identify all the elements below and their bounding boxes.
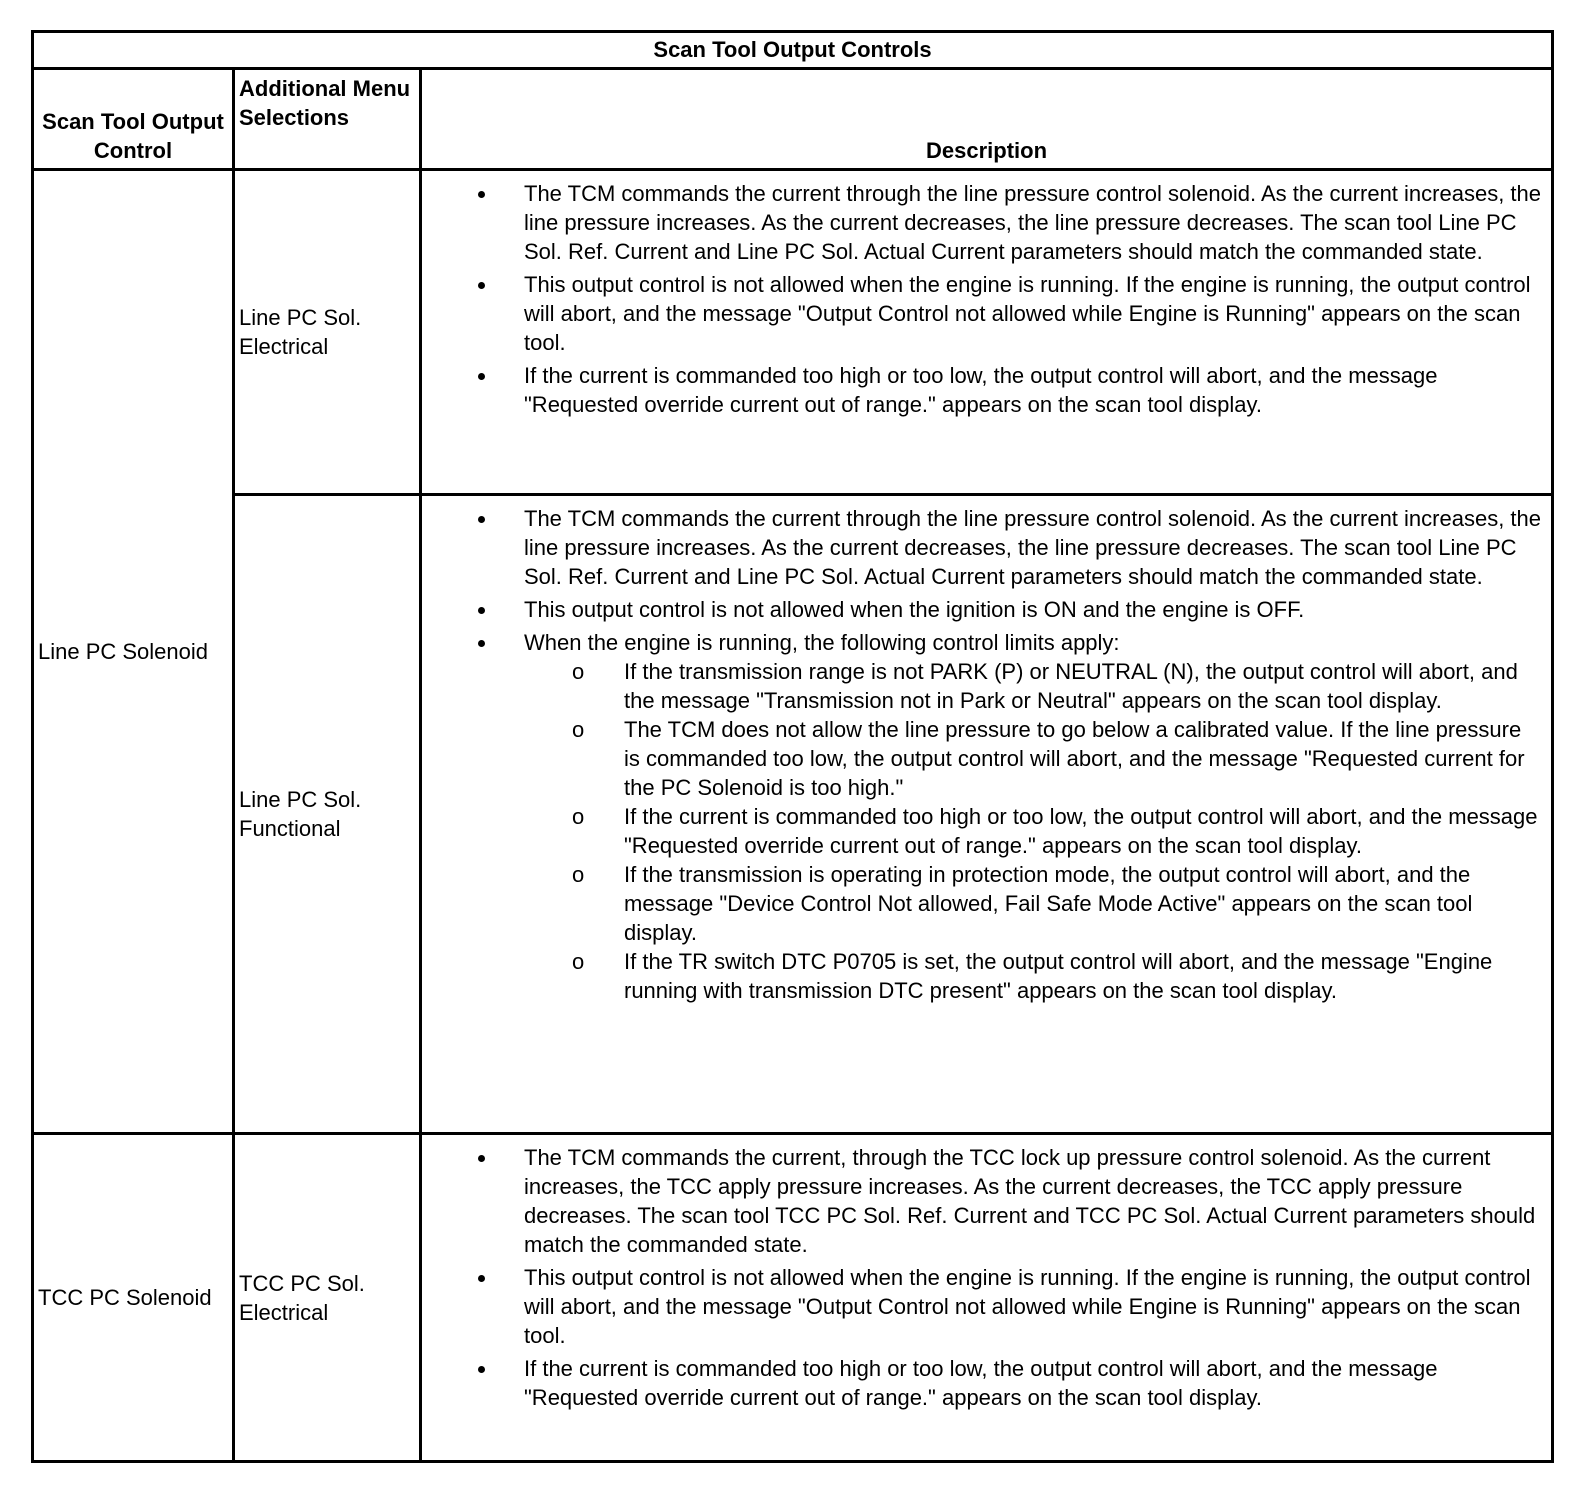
bullet-dot-icon (478, 1366, 485, 1373)
header-description: Description (421, 69, 1553, 170)
bullet-dot-icon (478, 1155, 485, 1162)
description-list (422, 504, 1543, 1005)
bullet-text: When the engine is running, the following control limits apply: (524, 630, 1120, 655)
bullet-text: This output control is not allowed when the ignition is ON and the engine is OFF. (524, 597, 1305, 622)
bullet-text: This output control is not allowed when the engine is running. If the engine is running, the output control will abort, and the message "Output Control not allowed while Engine is Running" appears on the scan tool. (524, 272, 1531, 355)
description-list (422, 1143, 1543, 1412)
bullet-dot-icon (478, 516, 485, 523)
sub-bullet-item (524, 947, 1543, 1005)
sub-bullet-circle-icon: o (572, 659, 585, 684)
description-cell (421, 1134, 1553, 1462)
bullet-dot-icon (478, 640, 485, 647)
sub-bullet-item (524, 657, 1543, 715)
sub-bullet-text: If the transmission is operating in protection mode, the output control will abort, and the message "Device Control Not allowed, Fail Safe Mode Active" appears on the scan tool display. (624, 862, 1473, 945)
menu-selection: Line PC Sol. Electrical (234, 170, 421, 495)
table-row (33, 495, 1553, 1134)
sub-bullet-list (524, 657, 1543, 1005)
table-title: Scan Tool Output Controls (33, 32, 1553, 69)
bullet-text: If the current is commanded too high or too low, the output control will abort, and the message "Requested override current out of range." appears on the scan tool display. (524, 1356, 1438, 1410)
bullet-item (422, 361, 1543, 419)
sub-bullet-item (524, 802, 1543, 860)
sub-bullet-text: If the transmission range is not PARK (P) or NEUTRAL (N), the output control will abort, and the message "Transmission not in Park or Neutral" appears on the scan tool display. (624, 659, 1518, 713)
sub-bullet-text: The TCM does not allow the line pressure to go below a calibrated value. If the line pressure is commanded too low, the output control will abort, and the message "Requested current for the PC Solenoid is too high." (624, 717, 1525, 800)
bullet-dot-icon (478, 282, 485, 289)
description-cell (421, 495, 1553, 1134)
bullet-text: The TCM commands the current through the line pressure control solenoid. As the current increases, the line pressure increases. As the current decreases, the line pressure decreases. The scan tool Line PC Sol. Ref. Current and Line PC Sol. Actual Current parameters should match the commanded state. (524, 181, 1541, 264)
bullet-item (422, 1263, 1543, 1350)
output-control-name: Line PC Solenoid (33, 170, 234, 1134)
sub-bullet-item (524, 715, 1543, 802)
bullet-text: If the current is commanded too high or too low, the output control will abort, and the message "Requested override current out of range." appears on the scan tool display. (524, 363, 1438, 417)
bullet-item (422, 270, 1543, 357)
bullet-dot-icon (478, 191, 485, 198)
table-row (33, 1134, 1553, 1462)
bullet-item (422, 1354, 1543, 1412)
table-row (33, 170, 1553, 495)
bullet-dot-icon (478, 1275, 485, 1282)
sub-bullet-circle-icon: o (572, 949, 585, 974)
header-output-control: Scan Tool Output Control (33, 69, 234, 170)
description-list (422, 179, 1543, 419)
bullet-item (422, 179, 1543, 266)
sub-bullet-circle-icon: o (572, 862, 585, 887)
menu-selection: Line PC Sol. Functional (234, 495, 421, 1134)
bullet-dot-icon (478, 373, 485, 380)
bullet-item (422, 595, 1543, 624)
description-cell (421, 170, 1553, 495)
sub-bullet-text: If the current is commanded too high or too low, the output control will abort, and the message "Requested override current out of range." appears on the scan tool display. (624, 804, 1538, 858)
output-control-name: TCC PC Solenoid (33, 1134, 234, 1462)
header-menu-selections: Additional Menu Selections (234, 69, 421, 170)
bullet-item (422, 628, 1543, 1005)
scan-tool-output-controls-document (31, 30, 1551, 1463)
bullet-item (422, 1143, 1543, 1259)
bullet-text: This output control is not allowed when the engine is running. If the engine is running, the output control will abort, and the message "Output Control not allowed while Engine is Running" appears on the scan tool. (524, 1265, 1531, 1348)
bullet-item (422, 504, 1543, 591)
bullet-text: The TCM commands the current through the line pressure control solenoid. As the current increases, the line pressure increases. As the current decreases, the line pressure decreases. The scan tool Line PC Sol. Ref. Current and Line PC Sol. Actual Current parameters should match the commanded state. (524, 506, 1541, 589)
bullet-text: The TCM commands the current, through the TCC lock up pressure control solenoid. As the current increases, the TCC apply pressure increases. As the current decreases, the TCC apply pressure decreases. The scan tool TCC PC Sol. Ref. Current and TCC PC Sol. Actual Current parameters should match the commanded state. (524, 1145, 1536, 1257)
sub-bullet-text: If the TR switch DTC P0705 is set, the output control will abort, and the message "Engine running with transmission DTC present" appears on the scan tool display. (624, 949, 1493, 1003)
sub-bullet-circle-icon: o (572, 804, 585, 829)
bullet-dot-icon (478, 607, 485, 614)
sub-bullet-circle-icon: o (572, 717, 585, 742)
output-controls-table (31, 30, 1554, 1463)
menu-selection: TCC PC Sol. Electrical (234, 1134, 421, 1462)
sub-bullet-item (524, 860, 1543, 947)
